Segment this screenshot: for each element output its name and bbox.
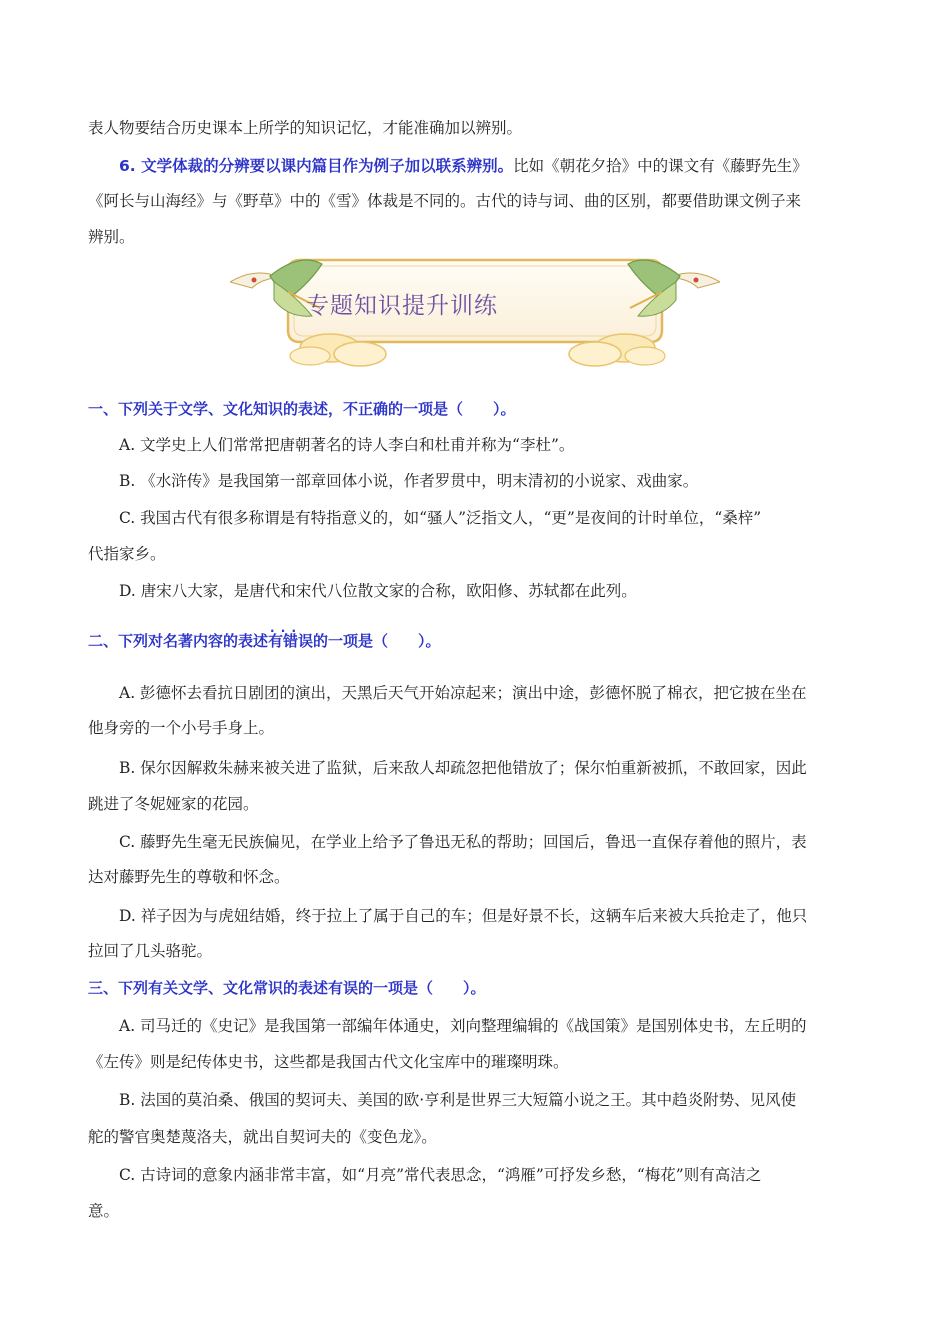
- q3-option-a-line-2: 《左传》则是纪传体史书，这些都是我国古代文化宝库中的璀璨明珠。: [88, 1053, 569, 1071]
- q2-option-d-line-1: D. 祥子因为与虎妞结婚，终于拉上了属于自己的车；但是好景不长，这辆车后来被大兵抢走了，他只: [119, 907, 808, 925]
- q1-stem: 一、下列关于文学、文化知识的表述，不正确的一项是（ ）。: [88, 400, 516, 418]
- q3-option-c-line-1: C. 古诗词的意象内涵非常丰富，如“月亮”常代表思念，“鸿雁”可抒发乡愁，“梅花”则有高洁之: [119, 1166, 762, 1184]
- q1-option-a: A. 文学史上人们常常把唐朝著名的诗人李白和杜甫并称为“李杜”。: [119, 436, 575, 454]
- q2-stem-emphasis: · · · 有错误: [268, 632, 313, 650]
- q3-stem: 三、下列有关文学、文化常识的表述有误的一项是（ ）。: [88, 979, 486, 997]
- q2-option-a-line-1: A. 彭德怀去看抗日剧团的演出，天黑后天气开始凉起来；演出中途，彭德怀脱了棉衣，把它披在坐在: [119, 684, 807, 702]
- q1-option-c-line-2: 代指家乡。: [88, 545, 166, 563]
- q3-option-c-line-2: 意。: [88, 1202, 120, 1220]
- q2-stem-pre: 二、下列对名著内容的表述: [88, 632, 269, 650]
- q2-option-a-line-2: 他身旁的一个小号手身上。: [88, 719, 275, 737]
- intro-line-1: 表人物要结合历史课本上所学的知识记忆，才能准确加以辨别。: [88, 119, 523, 137]
- point-6-heading: 6. 文学体裁的分辨要以课内篇目作为例子加以联系辨别。: [119, 157, 514, 175]
- q2-option-d-line-2: 拉回了几头骆驼。: [88, 942, 213, 960]
- section-title: 专题知识提升训练: [306, 293, 498, 319]
- q3-option-b-line-1: B. 法国的莫泊桑、俄国的契诃夫、美国的欧·亨利是世界三大短篇小说之王。其中趋炎附势、见风使: [119, 1091, 797, 1109]
- q1-option-d: D. 唐宋八大家，是唐代和宋代八位散文家的合称，欧阳修、苏轼都在此列。: [119, 582, 637, 600]
- q2-option-b-line-2: 跳进了冬妮娅家的花园。: [88, 795, 259, 813]
- q2-option-c-line-1: C. 藤野先生毫无民族偏见，在学业上给予了鲁迅无私的帮助；回国后，鲁迅一直保存着他的照片，表: [119, 833, 807, 851]
- point-6-line-3: 辨别。: [88, 228, 135, 246]
- point-6-line-2: 《阿长与山海经》与《野草》中的《雪》体裁是不同的。古代的诗与词、曲的区别，都要借助课文例子来: [88, 192, 802, 210]
- point-6-text: 比如《朝花夕拾》中的课文有《藤野先生》: [513, 157, 808, 175]
- q1-option-c-line-1: C. 我国古代有很多称谓是有特指意义的，如“骚人”泛指文人，“更”是夜间的计时单位，“桑梓”: [119, 509, 762, 527]
- q2-stem-post: 的一项是（ ）。: [313, 632, 441, 650]
- q3-option-a-line-1: A. 司马迁的《史记》是我国第一部编年体通史，刘向整理编辑的《战国策》是国别体史书，左丘明的: [119, 1017, 807, 1035]
- q2-option-c-line-2: 达对藤野先生的尊敬和怀念。: [88, 868, 290, 886]
- q2-stem: [88, 630, 441, 652]
- q1-option-b: B. 《水浒传》是我国第一部章回体小说，作者罗贯中，明末清初的小说家、戏曲家。: [119, 472, 699, 490]
- q3-option-b-line-2: 舵的警官奥楚蔑洛夫，就出自契诃夫的《变色龙》。: [88, 1128, 437, 1146]
- q2-option-b-line-1: B. 保尔因解救朱赫来被关进了监狱，后来敌人却疏忽把他错放了；保尔怕重新被抓，不敢回家，因此: [119, 759, 807, 777]
- point-6-line-1: [119, 155, 808, 177]
